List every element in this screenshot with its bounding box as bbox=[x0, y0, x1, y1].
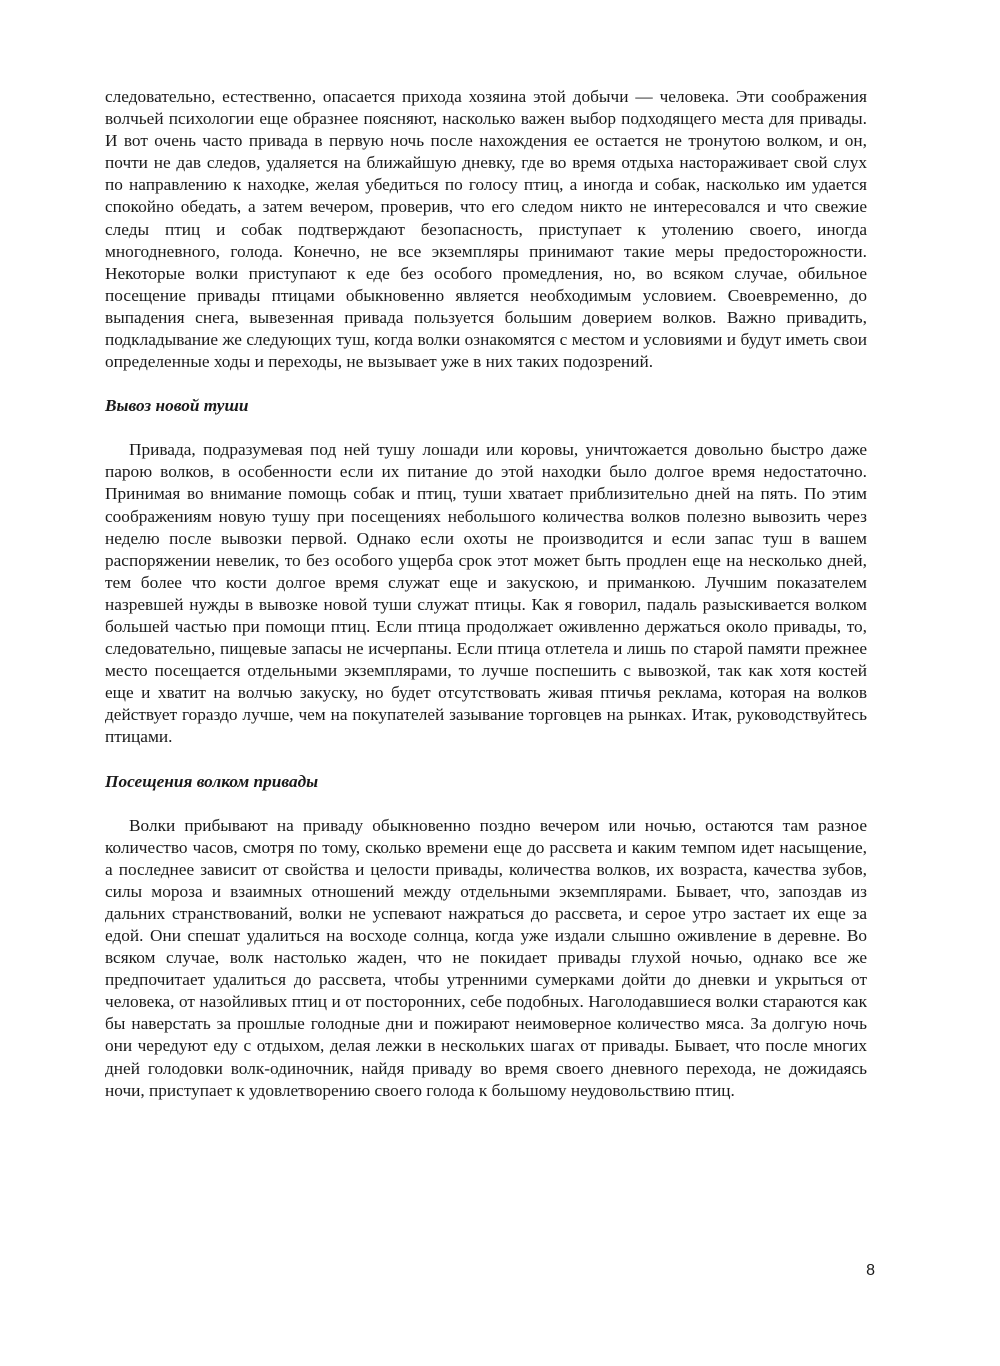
section-heading-new-carcass: Вывоз новой туши bbox=[105, 396, 249, 416]
page-body bbox=[105, 86, 867, 1102]
section-heading-wolf-visits: Посещения волком привады bbox=[105, 771, 319, 791]
paragraph-wolf-visits: Волки прибывают на приваду обыкновенно поздно вечером или ночью, остаются там разное количество часов, смотря по тому, сколько времени еще до рассвета и каким темпом идет насыщение, а последнее зависит от свойства и целости привады, количества волков, их возраста, качества зубов, силы мороза и взаимных отношений между отдельными экземплярами. Бывает, что, запоздав из дальних странствований, волки не успевают нажраться до рассвета, и серое утро застает их еще за едой. Они спешат удалиться на восходе солнца, когда уже издали слышно оживление в деревне. Во всяком случае, волк настолько жаден, что не покидает привады глухой ночью, однако все же предпочитает удалиться до рассвета, чтобы утренними сумерками дойти до дневки и укрыться от человека, от назойливых птиц и от посторонних, себе подобных. Наголодавшиеся волки стараются как бы наверстать за прошлые голодные дни и пожирают неимоверное количество мяса. За долгую ночь они чередуют еду с отдыхом, делая лежки в нескольких шагах от привады. Бывает, что после многих дней голодовки волк-одиночник, найдя приваду во время своего дневного перехода, не дожидаясь ночи, приступает к удовлетворению своего голода к большому неудовольствию птиц. bbox=[105, 815, 867, 1100]
page-number: 8 bbox=[866, 1262, 875, 1279]
section-spacer bbox=[105, 793, 867, 815]
section-spacer bbox=[105, 373, 867, 395]
paragraph-continuation: следовательно, естественно, опасается прихода хозяина этой добычи — человека. Эти соображения волчьей психологии еще образнее поясняют, насколько важен выбор подходящего места для привады. И вот очень часто привада в первую ночь после нахождения ее остается не тронутою волком, и он, почти не дав следов, удаляется на ближайшую дневку, где во время отдыха настораживает свой слух по направлению к находке, желая убедиться по голосу птиц, а иногда и собак, насколько им удается спокойно обедать, а затем вечером, проверив, что его следом никто не интересовался и что свежие следы птиц и собак подтверждают безопасность, приступает к утолению своего, иногда многодневного, голода. Конечно, не все экземпляры принимают такие меры предосторожности. Некоторые волки приступают к еде без особого промедления, но, во всяком случае, обильное посещение привады птицами обыкновенно является необходимым условием. Своевременно, до выпадения снега, вывезенная привада пользуется большим доверием волков. Важно привадить, подкладывание же следующих туш, когда волки ознакомятся с местом и условиями и будут иметь свои определенные ходы и переходы, не вызывает уже в них таких подозрений. bbox=[105, 87, 867, 372]
section-spacer bbox=[105, 417, 867, 439]
paragraph-new-carcass: Привада, подразумевая под ней тушу лошади или коровы, уничтожается довольно быстро даже парою волков, в особенности если их питание до этой находки было долгое время недостаточно. Принимая во внимание помощь собак и птиц, туши хватает приблизительно дней на пять. По этим соображениям новую тушу при посещениях небольшого количества волков полезно вывозить через неделю после вывозки первой. Однако если охоты не производится и если запас туш в вашем распоряжении невелик, то без особого ущерба срок этот может быть продлен еще на несколько дней, тем более что кости долгое время служат еще и закускою, и приманкою. Лучшим показателем назревшей нужды в вывозке новой туши служат птицы. Как я говорил, падаль разыскивается волком большей частью при помощи птиц. Если птица продолжает оживленно держаться около привады, то, следовательно, пищевые запасы не исчерпаны. Если птица отлетела и лишь по старой памяти прежнее место посещается отдельными экземплярами, то лучше поспешить с вывозкой, так как хотя костей еще и хватит на волчью закуску, но будет отсутствовать живая птичья реклама, которая на волков действует гораздо лучше, чем на покупателей зазывание торговцев на рынках. Итак, руководствуйтесь птицами. bbox=[105, 440, 867, 747]
section-spacer bbox=[105, 749, 867, 771]
